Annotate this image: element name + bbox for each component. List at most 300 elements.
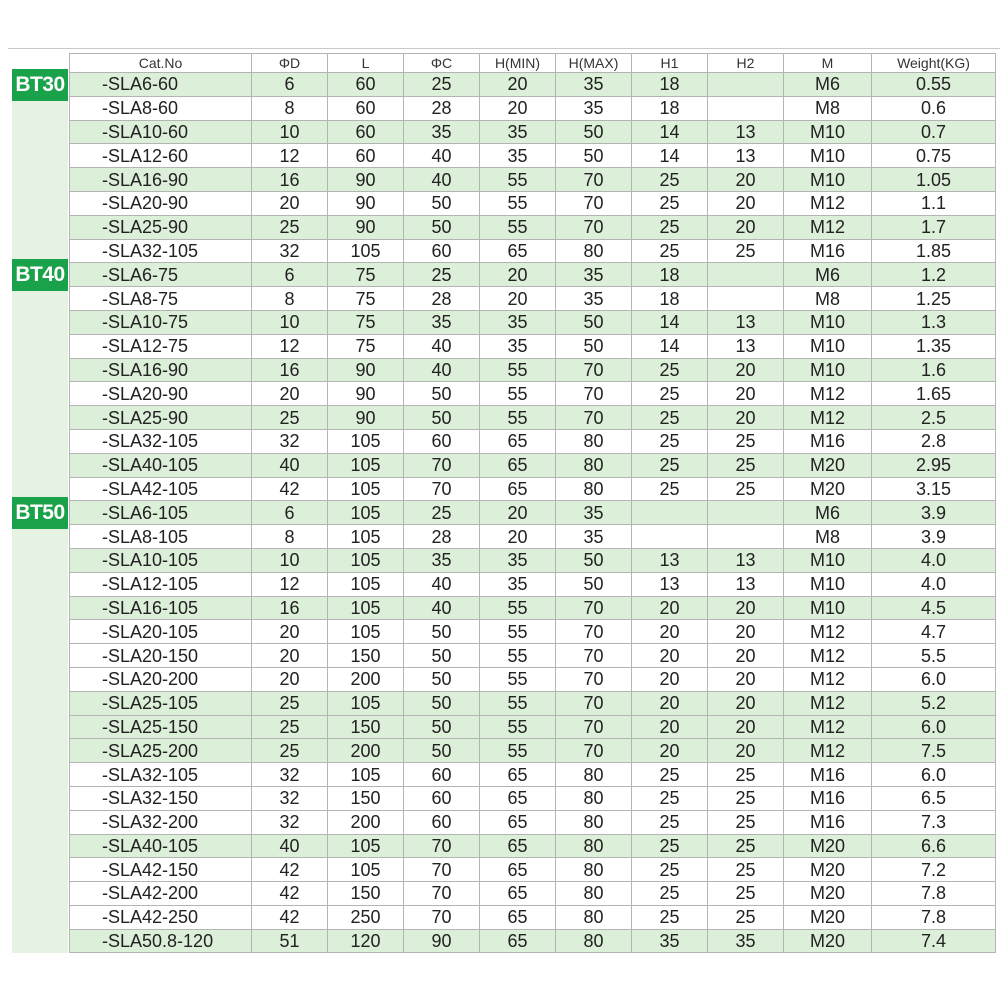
phi-c-cell: 25 [404, 73, 480, 97]
m-cell: M10 [784, 144, 872, 168]
weight-cell: 1.85 [872, 239, 996, 263]
l-cell: 105 [328, 548, 404, 572]
h-max-cell: 70 [556, 382, 632, 406]
weight-cell: 7.8 [872, 882, 996, 906]
h2-cell: 13 [708, 120, 784, 144]
table-row [70, 501, 996, 525]
phi-c-cell: 40 [404, 144, 480, 168]
l-cell: 90 [328, 168, 404, 192]
weight-cell: 7.4 [872, 929, 996, 953]
weight-cell: 1.2 [872, 263, 996, 287]
h-min-cell: 65 [480, 429, 556, 453]
h1-cell: 25 [632, 453, 708, 477]
phi-c-cell: 40 [404, 168, 480, 192]
h-min-cell: 65 [480, 905, 556, 929]
group-label-bt30: BT30 [12, 69, 68, 101]
h1-cell: 13 [632, 548, 708, 572]
table-row [70, 691, 996, 715]
weight-cell: 0.6 [872, 96, 996, 120]
h2-cell: 25 [708, 834, 784, 858]
phi-d-cell: 40 [252, 453, 328, 477]
weight-cell: 1.35 [872, 334, 996, 358]
table-row [70, 120, 996, 144]
h2-cell: 13 [708, 310, 784, 334]
m-cell: M12 [784, 191, 872, 215]
h-max-cell: 50 [556, 144, 632, 168]
m-cell: M20 [784, 453, 872, 477]
cat-no-cell: -SLA25-150 [70, 715, 252, 739]
h-max-cell: 35 [556, 501, 632, 525]
col-header-phi-c: ΦC [404, 54, 480, 73]
cat-no-cell: -SLA10-105 [70, 548, 252, 572]
phi-d-cell: 32 [252, 239, 328, 263]
col-header-l: L [328, 54, 404, 73]
phi-c-cell: 70 [404, 882, 480, 906]
phi-d-cell: 25 [252, 715, 328, 739]
cat-no-cell: -SLA42-105 [70, 477, 252, 501]
h1-cell: 20 [632, 739, 708, 763]
table-row [70, 239, 996, 263]
m-cell: M12 [784, 691, 872, 715]
l-cell: 105 [328, 620, 404, 644]
cat-no-cell: -SLA40-105 [70, 453, 252, 477]
phi-c-cell: 35 [404, 548, 480, 572]
phi-d-cell: 25 [252, 691, 328, 715]
m-cell: M8 [784, 287, 872, 311]
cat-no-cell: -SLA25-200 [70, 739, 252, 763]
phi-c-cell: 25 [404, 501, 480, 525]
table-row [70, 382, 996, 406]
h2-cell: 20 [708, 191, 784, 215]
phi-d-cell: 42 [252, 858, 328, 882]
weight-cell: 4.7 [872, 620, 996, 644]
l-cell: 75 [328, 263, 404, 287]
phi-c-cell: 40 [404, 334, 480, 358]
table-row [70, 406, 996, 430]
phi-d-cell: 10 [252, 120, 328, 144]
m-cell: M10 [784, 310, 872, 334]
h-max-cell: 80 [556, 858, 632, 882]
h-max-cell: 35 [556, 287, 632, 311]
h-max-cell: 35 [556, 525, 632, 549]
h1-cell: 18 [632, 96, 708, 120]
table-row [70, 667, 996, 691]
table-row [70, 905, 996, 929]
h-min-cell: 65 [480, 239, 556, 263]
weight-cell: 6.0 [872, 667, 996, 691]
h-min-cell: 55 [480, 715, 556, 739]
h1-cell: 25 [632, 858, 708, 882]
h-min-cell: 55 [480, 358, 556, 382]
h2-cell [708, 501, 784, 525]
table-row [70, 215, 996, 239]
l-cell: 75 [328, 287, 404, 311]
table-row [70, 334, 996, 358]
weight-cell: 4.5 [872, 596, 996, 620]
m-cell: M8 [784, 96, 872, 120]
weight-cell: 3.9 [872, 501, 996, 525]
phi-d-cell: 20 [252, 382, 328, 406]
col-header-cat-no: Cat.No [70, 54, 252, 73]
table-row [70, 168, 996, 192]
phi-d-cell: 10 [252, 310, 328, 334]
table-row [70, 763, 996, 787]
weight-cell: 3.15 [872, 477, 996, 501]
l-cell: 105 [328, 858, 404, 882]
l-cell: 105 [328, 501, 404, 525]
h-max-cell: 70 [556, 358, 632, 382]
phi-c-cell: 50 [404, 382, 480, 406]
phi-d-cell: 12 [252, 572, 328, 596]
h-max-cell: 80 [556, 429, 632, 453]
cat-no-cell: -SLA6-105 [70, 501, 252, 525]
h-max-cell: 80 [556, 239, 632, 263]
cat-no-cell: -SLA20-150 [70, 644, 252, 668]
weight-cell: 7.5 [872, 739, 996, 763]
table-row [70, 810, 996, 834]
cat-no-cell: -SLA42-150 [70, 858, 252, 882]
m-cell: M20 [784, 905, 872, 929]
h1-cell: 25 [632, 358, 708, 382]
cat-no-cell: -SLA32-200 [70, 810, 252, 834]
h1-cell: 25 [632, 429, 708, 453]
table-row [70, 191, 996, 215]
weight-cell: 1.7 [872, 215, 996, 239]
phi-c-cell: 90 [404, 929, 480, 953]
h1-cell: 20 [632, 691, 708, 715]
h-min-cell: 20 [480, 525, 556, 549]
weight-cell: 1.05 [872, 168, 996, 192]
h-min-cell: 65 [480, 882, 556, 906]
phi-c-cell: 50 [404, 406, 480, 430]
cat-no-cell: -SLA8-60 [70, 96, 252, 120]
h2-cell: 25 [708, 477, 784, 501]
h1-cell: 25 [632, 810, 708, 834]
weight-cell: 6.0 [872, 763, 996, 787]
m-cell: M12 [784, 382, 872, 406]
phi-d-cell: 51 [252, 929, 328, 953]
cat-no-cell: -SLA16-90 [70, 168, 252, 192]
table-row [70, 834, 996, 858]
h-max-cell: 70 [556, 620, 632, 644]
group-band [12, 501, 68, 953]
h-min-cell: 35 [480, 144, 556, 168]
h-min-cell: 20 [480, 287, 556, 311]
m-cell: M12 [784, 215, 872, 239]
phi-d-cell: 8 [252, 287, 328, 311]
phi-d-cell: 10 [252, 548, 328, 572]
h-max-cell: 35 [556, 263, 632, 287]
table-row [70, 715, 996, 739]
cat-no-cell: -SLA32-105 [70, 239, 252, 263]
h2-cell: 20 [708, 644, 784, 668]
phi-c-cell: 50 [404, 691, 480, 715]
phi-d-cell: 20 [252, 191, 328, 215]
h2-cell: 20 [708, 382, 784, 406]
l-cell: 105 [328, 763, 404, 787]
phi-d-cell: 12 [252, 144, 328, 168]
h1-cell: 20 [632, 667, 708, 691]
weight-cell: 7.3 [872, 810, 996, 834]
phi-d-cell: 16 [252, 596, 328, 620]
weight-cell: 6.0 [872, 715, 996, 739]
phi-d-cell: 6 [252, 501, 328, 525]
table-row [70, 644, 996, 668]
h-min-cell: 20 [480, 501, 556, 525]
h1-cell: 20 [632, 715, 708, 739]
m-cell: M10 [784, 334, 872, 358]
phi-c-cell: 50 [404, 215, 480, 239]
l-cell: 90 [328, 382, 404, 406]
col-header-weight: Weight(KG) [872, 54, 996, 73]
h-max-cell: 70 [556, 739, 632, 763]
m-cell: M16 [784, 786, 872, 810]
h1-cell: 18 [632, 287, 708, 311]
phi-d-cell: 25 [252, 406, 328, 430]
h2-cell: 35 [708, 929, 784, 953]
l-cell: 90 [328, 191, 404, 215]
phi-c-cell: 60 [404, 763, 480, 787]
h2-cell: 13 [708, 572, 784, 596]
l-cell: 150 [328, 882, 404, 906]
l-cell: 105 [328, 834, 404, 858]
weight-cell: 6.6 [872, 834, 996, 858]
cat-no-cell: -SLA20-90 [70, 382, 252, 406]
m-cell: M12 [784, 715, 872, 739]
h-max-cell: 70 [556, 215, 632, 239]
h2-cell [708, 73, 784, 97]
h-min-cell: 55 [480, 215, 556, 239]
h1-cell: 25 [632, 382, 708, 406]
m-cell: M6 [784, 263, 872, 287]
cat-no-cell: -SLA12-105 [70, 572, 252, 596]
h2-cell: 20 [708, 667, 784, 691]
phi-d-cell: 42 [252, 882, 328, 906]
l-cell: 150 [328, 644, 404, 668]
weight-cell: 2.5 [872, 406, 996, 430]
l-cell: 105 [328, 453, 404, 477]
h-max-cell: 80 [556, 905, 632, 929]
m-cell: M20 [784, 858, 872, 882]
h-min-cell: 55 [480, 382, 556, 406]
cat-no-cell: -SLA10-75 [70, 310, 252, 334]
phi-c-cell: 60 [404, 429, 480, 453]
h-max-cell: 70 [556, 596, 632, 620]
phi-c-cell: 40 [404, 596, 480, 620]
weight-cell: 7.2 [872, 858, 996, 882]
h2-cell: 25 [708, 858, 784, 882]
h1-cell: 25 [632, 239, 708, 263]
cat-no-cell: -SLA32-105 [70, 763, 252, 787]
l-cell: 90 [328, 358, 404, 382]
table-row [70, 882, 996, 906]
cat-no-cell: -SLA16-90 [70, 358, 252, 382]
h1-cell: 25 [632, 786, 708, 810]
h1-cell: 25 [632, 834, 708, 858]
h1-cell: 25 [632, 905, 708, 929]
header-row [70, 54, 996, 73]
phi-c-cell: 70 [404, 858, 480, 882]
l-cell: 150 [328, 786, 404, 810]
h2-cell: 25 [708, 429, 784, 453]
h2-cell: 25 [708, 810, 784, 834]
col-header-h-min: H(MIN) [480, 54, 556, 73]
phi-c-cell: 40 [404, 572, 480, 596]
l-cell: 200 [328, 667, 404, 691]
cat-no-cell: -SLA25-105 [70, 691, 252, 715]
m-cell: M10 [784, 120, 872, 144]
h-min-cell: 65 [480, 786, 556, 810]
h-min-cell: 65 [480, 810, 556, 834]
weight-cell: 1.1 [872, 191, 996, 215]
h-max-cell: 80 [556, 882, 632, 906]
h1-cell: 20 [632, 596, 708, 620]
h-max-cell: 80 [556, 786, 632, 810]
cat-no-cell: -SLA20-105 [70, 620, 252, 644]
h-max-cell: 50 [556, 548, 632, 572]
l-cell: 90 [328, 406, 404, 430]
h1-cell: 20 [632, 620, 708, 644]
phi-d-cell: 42 [252, 477, 328, 501]
l-cell: 200 [328, 810, 404, 834]
m-cell: M8 [784, 525, 872, 549]
l-cell: 105 [328, 596, 404, 620]
h-max-cell: 35 [556, 96, 632, 120]
weight-cell: 1.3 [872, 310, 996, 334]
h-max-cell: 50 [556, 120, 632, 144]
weight-cell: 4.0 [872, 572, 996, 596]
h-min-cell: 65 [480, 929, 556, 953]
phi-c-cell: 35 [404, 120, 480, 144]
l-cell: 105 [328, 429, 404, 453]
phi-c-cell: 40 [404, 358, 480, 382]
phi-c-cell: 50 [404, 191, 480, 215]
table-row [70, 929, 996, 953]
table-row [70, 596, 996, 620]
h1-cell: 20 [632, 644, 708, 668]
m-cell: M6 [784, 501, 872, 525]
m-cell: M20 [784, 882, 872, 906]
h-min-cell: 20 [480, 96, 556, 120]
m-cell: M12 [784, 739, 872, 763]
h-min-cell: 35 [480, 548, 556, 572]
weight-cell: 3.9 [872, 525, 996, 549]
h-min-cell: 20 [480, 263, 556, 287]
phi-c-cell: 35 [404, 310, 480, 334]
l-cell: 90 [328, 215, 404, 239]
phi-d-cell: 8 [252, 525, 328, 549]
phi-d-cell: 16 [252, 358, 328, 382]
col-header-h1: H1 [632, 54, 708, 73]
l-cell: 105 [328, 477, 404, 501]
h2-cell: 25 [708, 239, 784, 263]
h-max-cell: 70 [556, 715, 632, 739]
group-label-bt40: BT40 [12, 259, 68, 291]
h1-cell: 25 [632, 882, 708, 906]
weight-cell: 6.5 [872, 786, 996, 810]
h-max-cell: 80 [556, 453, 632, 477]
weight-cell: 0.75 [872, 144, 996, 168]
cat-no-cell: -SLA25-90 [70, 215, 252, 239]
table-row [70, 73, 996, 97]
h2-cell: 20 [708, 596, 784, 620]
phi-d-cell: 6 [252, 73, 328, 97]
table-row [70, 548, 996, 572]
col-header-h2: H2 [708, 54, 784, 73]
l-cell: 105 [328, 239, 404, 263]
phi-c-cell: 28 [404, 287, 480, 311]
h-min-cell: 35 [480, 572, 556, 596]
m-cell: M10 [784, 168, 872, 192]
table-row [70, 263, 996, 287]
h-max-cell: 70 [556, 168, 632, 192]
col-header-h-max: H(MAX) [556, 54, 632, 73]
weight-cell: 2.8 [872, 429, 996, 453]
m-cell: M16 [784, 429, 872, 453]
l-cell: 150 [328, 715, 404, 739]
col-header-phi-d: ΦD [252, 54, 328, 73]
h-min-cell: 55 [480, 691, 556, 715]
top-divider [8, 48, 1000, 49]
cat-no-cell: -SLA20-200 [70, 667, 252, 691]
cat-no-cell: -SLA50.8-120 [70, 929, 252, 953]
h2-cell: 20 [708, 168, 784, 192]
weight-cell: 0.55 [872, 73, 996, 97]
h1-cell: 14 [632, 144, 708, 168]
l-cell: 120 [328, 929, 404, 953]
phi-d-cell: 32 [252, 429, 328, 453]
phi-d-cell: 32 [252, 786, 328, 810]
h-max-cell: 80 [556, 810, 632, 834]
table-row [70, 786, 996, 810]
cat-no-cell: -SLA42-250 [70, 905, 252, 929]
h1-cell: 35 [632, 929, 708, 953]
phi-c-cell: 60 [404, 810, 480, 834]
h-min-cell: 55 [480, 644, 556, 668]
phi-c-cell: 70 [404, 834, 480, 858]
table-row [70, 144, 996, 168]
cat-no-cell: -SLA12-75 [70, 334, 252, 358]
h2-cell: 25 [708, 786, 784, 810]
table-row [70, 572, 996, 596]
m-cell: M6 [784, 73, 872, 97]
weight-cell: 1.6 [872, 358, 996, 382]
weight-cell: 1.25 [872, 287, 996, 311]
m-cell: M10 [784, 358, 872, 382]
l-cell: 250 [328, 905, 404, 929]
h2-cell: 13 [708, 144, 784, 168]
phi-d-cell: 42 [252, 905, 328, 929]
cat-no-cell: -SLA32-150 [70, 786, 252, 810]
m-cell: M12 [784, 620, 872, 644]
cat-no-cell: -SLA20-90 [70, 191, 252, 215]
h-min-cell: 55 [480, 620, 556, 644]
h-min-cell: 65 [480, 858, 556, 882]
table-row [70, 525, 996, 549]
phi-c-cell: 50 [404, 667, 480, 691]
h1-cell [632, 525, 708, 549]
h2-cell [708, 525, 784, 549]
h1-cell: 25 [632, 191, 708, 215]
table-row [70, 96, 996, 120]
h2-cell [708, 96, 784, 120]
phi-d-cell: 6 [252, 263, 328, 287]
h2-cell [708, 287, 784, 311]
h2-cell: 20 [708, 358, 784, 382]
weight-cell: 1.65 [872, 382, 996, 406]
phi-c-cell: 50 [404, 644, 480, 668]
table-row [70, 429, 996, 453]
